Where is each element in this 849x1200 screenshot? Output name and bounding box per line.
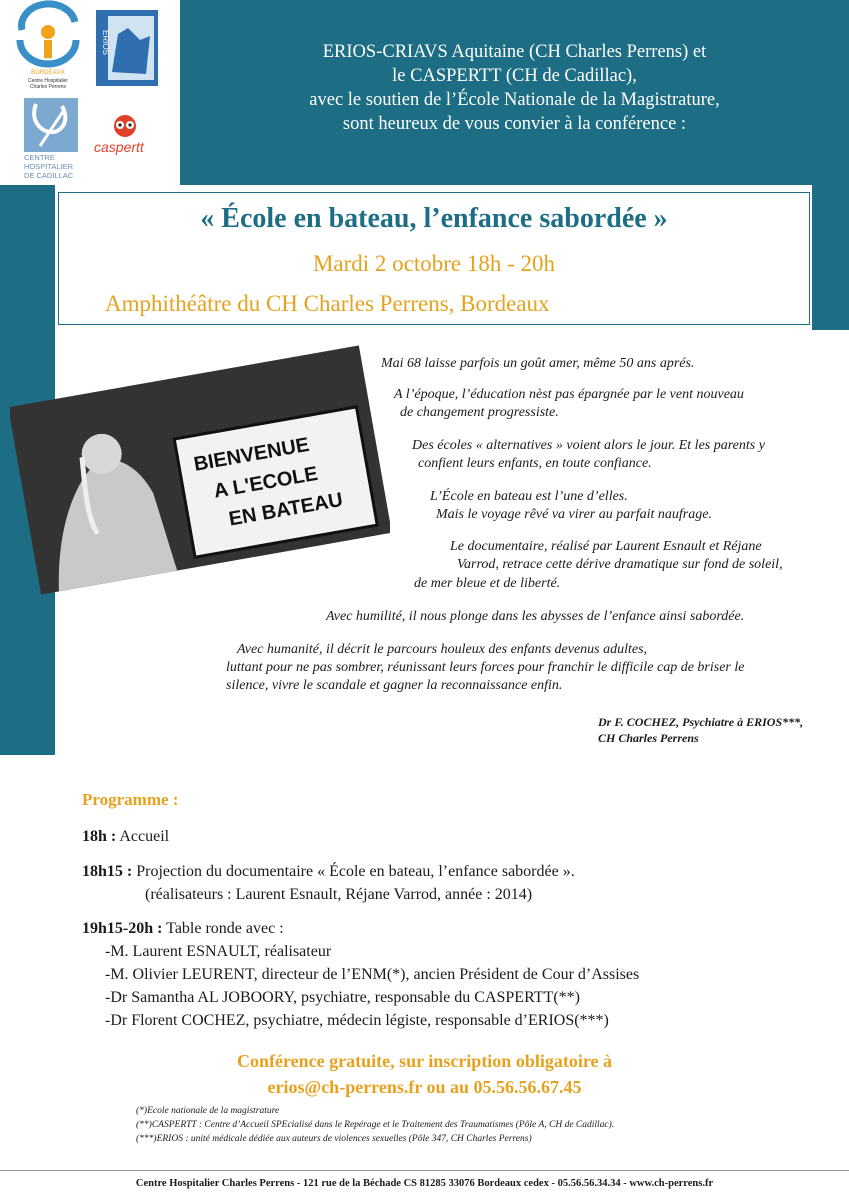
header-text	[180, 40, 849, 136]
chcp-logo-icon	[20, 4, 76, 64]
intro-paragraph: silence, vivre le scandale et gagner la reconnaissance enfin.	[226, 678, 563, 693]
intro-paragraph: luttant pour ne pas sombrer, réunissant leurs forces pour franchir le difficile cap de briser le	[226, 660, 745, 675]
intro-paragraph: Mai 68 laisse parfois un goût amer, même 50 ans aprés.	[381, 356, 695, 371]
programme-desc: Projection du documentaire « École en bateau, l’enfance sabordée ».	[136, 863, 575, 880]
photo-sign-line: EN BATEAU	[227, 488, 345, 531]
intro-paragraph: Mais le voyage rêvé va virer au parfait naufrage.	[436, 507, 712, 522]
intro-paragraph: confient leurs enfants, en toute confiance.	[418, 456, 652, 471]
intro-paragraph: Le documentaire, réalisé par Laurent Esnault et Réjane	[450, 539, 762, 554]
author-affiliation: CH Charles Perrens	[598, 731, 699, 745]
programme-title: Programme :	[82, 790, 179, 809]
programme-desc-extra: (réalisateurs : Laurent Esnault, Réjane Varrod, année : 2014)	[145, 886, 533, 903]
right-band	[812, 185, 849, 330]
intro-paragraph: Varrod, retrace cette dérive dramatique sur fond de soleil,	[457, 557, 783, 572]
svg-text:caspertt: caspertt	[94, 139, 144, 155]
svg-text:BORDEAUX: BORDEAUX	[31, 70, 65, 76]
registration-contact[interactable]: erios@ch-perrens.fr ou au 05.56.56.67.45	[267, 1077, 582, 1097]
svg-text:CENTRE: CENTRE	[24, 153, 55, 162]
registration-line: Conférence gratuite, sur inscription obligatoire à	[237, 1051, 612, 1071]
svg-text:Centre Hospitalier: Centre Hospitalier	[27, 78, 69, 84]
author-signature: Dr F. COCHEZ, Psychiatre à ERIOS***,	[598, 715, 804, 729]
event-place: Amphithéâtre du CH Charles Perrens, Bordeaux	[105, 291, 550, 316]
footer-address: Centre Hospitalier Charles Perrens - 121 rue de la Béchade CS 81285 33076 Bordeaux cedex - 05.56.56.34.34 - www.ch-perrens.fr	[135, 1178, 714, 1189]
photo-sign-line: A L'ECOLE	[212, 462, 320, 503]
programme-desc: Table ronde avec :	[166, 920, 284, 937]
event-date: Mardi 2 octobre 18h - 20h	[312, 251, 556, 276]
programme-item	[82, 825, 169, 848]
header-line: sont heureux de vous convier à la conférence :	[342, 114, 687, 134]
footer-divider	[0, 1170, 849, 1171]
programme-time: 19h15-20h :	[82, 920, 163, 937]
svg-text:ERIOS: ERIOS	[101, 30, 110, 55]
programme-desc: Accueil	[119, 828, 170, 845]
header-line: ERIOS-CRIAVS Aquitaine (CH Charles Perrens) et	[322, 42, 707, 62]
footnote: (***)ERIOS : unité médicale dédiée aux auteurs de violences sexuelles (Pôle 347, CH Charles Perrens)	[136, 1134, 532, 1144]
title-box	[58, 192, 810, 325]
footnote: (**)CASPERTT : Centre d’Accueil SPEcialisé dans le Repérage et le Traitement des Traumatismes (Pôle A, CH de Cadillac).	[136, 1120, 615, 1130]
footnote: (*)Ecole nationale de la magistrature	[136, 1106, 280, 1116]
svg-text:HOSPITALIER: HOSPITALIER	[24, 162, 74, 171]
svg-text:DE CADILLAC: DE CADILLAC	[24, 171, 74, 180]
intro-paragraph: de changement progressiste.	[400, 405, 559, 420]
registration-info	[0, 1048, 849, 1100]
guest-item: -Dr Florent COCHEZ, psychiatre, médecin légiste, responsable d’ERIOS(***)	[105, 1012, 609, 1029]
guest-item: -Dr Samantha AL JOBOORY, psychiatre, responsable du CASPERTT(**)	[105, 989, 580, 1006]
programme-time: 18h15 :	[82, 863, 133, 880]
caspertt-logo-icon	[114, 115, 136, 137]
programme-time: 18h :	[82, 828, 117, 845]
programme-item	[82, 860, 575, 883]
event-title: « École en bateau, l’enfance sabordée »	[200, 203, 668, 234]
intro-paragraph: Avec humilité, il nous plonge dans les abysses de l’enfance ainsi sabordée.	[326, 609, 745, 624]
intro-paragraph: Avec humanité, il décrit le parcours houleux des enfants devenus adultes,	[237, 642, 648, 657]
header-line: le CASPERTT (CH de Cadillac),	[392, 66, 637, 86]
guest-item: -M. Olivier LEURENT, directeur de l’ENM(*), ancien Président de Cour d’Assises	[105, 966, 640, 983]
intro-paragraph: Des écoles « alternatives » voient alors le jour. Et les parents y	[412, 438, 765, 453]
intro-paragraph: L’École en bateau est l’une d’elles.	[430, 489, 628, 504]
intro-paragraph: de mer bleue et de liberté.	[414, 576, 561, 591]
documentary-photo	[10, 345, 390, 595]
header-line: avec le soutien de l’École Nationale de la Magistrature,	[309, 90, 720, 110]
cadillac-logo-icon	[24, 98, 78, 152]
intro-paragraph: A l’époque, l’éducation nèst pas épargnée par le vent nouveau	[394, 387, 744, 402]
svg-text:Charles Perrens: Charles Perrens	[29, 84, 67, 90]
photo-sign-line: BIENVENUE	[192, 433, 311, 476]
logo-panel	[0, 0, 180, 185]
logos-svg	[0, 0, 180, 185]
programme-item	[82, 917, 284, 940]
guest-item: -M. Laurent ESNAULT, réalisateur	[105, 943, 332, 960]
